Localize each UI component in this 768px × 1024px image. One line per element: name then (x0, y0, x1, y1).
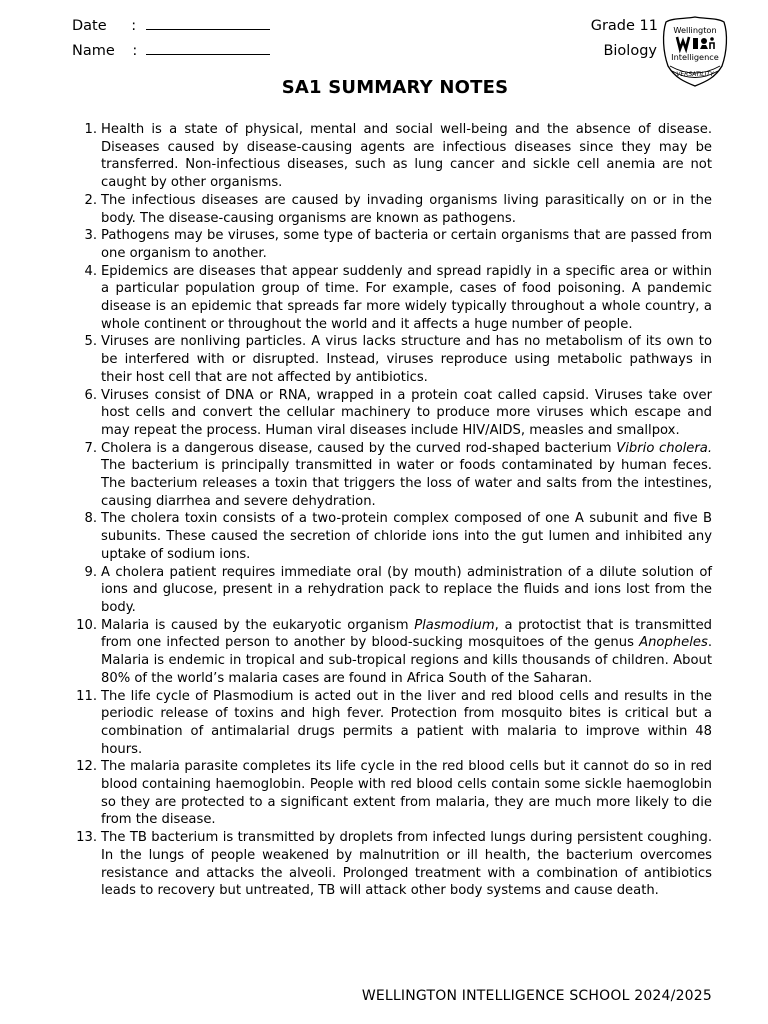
note-text: . Malaria is endemic in tropical and sub-tropical regions and kills thousands of children. About 80% of the world’s malaria cases are found in Africa South of the Saharan. (101, 635, 712, 686)
note-item (76, 688, 712, 759)
note-item (76, 758, 712, 829)
notes-list (76, 121, 712, 900)
note-text: Viruses consist of DNA or RNA, wrapped in a protein coat called capsid. Viruses take over host cells and convert the cellular machinery to produce more viruses which escape and may repeat the process. Human viral diseases include HIV/AIDS, measles and smallpox. (101, 387, 712, 438)
grade-label: Grade 11 (590, 18, 658, 34)
note-text: The cholera toxin consists of a two-protein complex composed of one A subunit and five B subunits. These caused the secretion of chloride ions into the gut lumen and inhibited any uptake of sodium ions. (101, 511, 712, 562)
name-field (72, 42, 270, 60)
note-number: 6. (84, 387, 97, 403)
note-number: 10. (76, 617, 97, 633)
note-text: Epidemics are diseases that appear suddenly and spread rapidly in a specific area or within a particular population group of time. For example, cases of food poisoning. A pandemic disease is an epidemic that spreads far more widely typically throughout a whole country, a whole continent or throughout the world and it affects a huge number of people. (101, 263, 712, 332)
note-number: 1. (84, 122, 97, 137)
note-item (84, 263, 712, 334)
note-item (84, 510, 712, 563)
date-label: Date : (72, 18, 137, 34)
note-number: 13. (76, 830, 97, 846)
footer-school-year: WELLINGTON INTELLIGENCE SCHOOL 2024/2025 (361, 988, 712, 1004)
name-blank-line (146, 42, 270, 55)
note-text: , a protoctist that is transmitted from one infected person to another by blood-sucking mosquitoes of the genus (101, 617, 712, 651)
note-number: 3. (84, 228, 97, 244)
note-item (84, 564, 712, 617)
note-text: The TB bacterium is transmitted by droplets from infected lungs during persistent coughing. In the lungs of people weakened by malnutrition or ill health, the bacterium overcomes resistance and attacks the alveoli. Prolonged treatment with a combination of antibiotics leads to recovery but untreated, TB will attack other body systems and cause death. (101, 830, 712, 899)
note-item (84, 227, 712, 262)
note-number: 8. (84, 511, 97, 527)
note-text: Health is a state of physical, mental and social well-being and the absence of disease. Diseases caused by disease-causing agents are infectious diseases since they may be transferred. Non-infectious diseases, such as lung cancer and sickle cell anemia are not caught by other organisms. (101, 122, 712, 191)
subject-label: Biology (603, 43, 657, 59)
note-item (84, 121, 712, 192)
note-text: A cholera patient requires immediate oral (by mouth) administration of a dilute solution of ions and glucose, present in a rehydration pack to replace the fluids and ions lost from the body. (101, 564, 712, 615)
logo-motto: VERSATILITY (676, 71, 714, 78)
note-number: 7. (84, 440, 97, 456)
date-blank-line (146, 17, 270, 30)
note-item (84, 192, 712, 227)
note-number: 9. (84, 564, 97, 580)
note-number: 12. (76, 759, 97, 775)
note-item (84, 440, 712, 511)
note-number: 11. (76, 688, 97, 704)
logo-text-top: Wellington (673, 25, 717, 35)
note-text: Cholera is a dangerous disease, caused by the curved rod-shaped bacterium (101, 440, 617, 456)
note-text: Viruses are nonliving particles. A virus lacks structure and has no metabolism of its own to be interfered with or disrupted. Instead, viruses reproduce using metabolic pathways in their host cell that are not affected by antibiotics. (101, 334, 712, 385)
note-text: The infectious diseases are caused by invading organisms living parasitically on or in the body. The disease-causing organisms are known as pathogens. (101, 192, 712, 226)
note-italic-term: Plasmodium (414, 617, 495, 633)
note-number: 4. (84, 263, 97, 279)
note-text: Malaria is caused by the eukaryotic organism (101, 617, 415, 633)
date-field (72, 17, 270, 35)
note-text: Pathogens may be viruses, some type of bacteria or certain organisms that are passed from one organism to another. (101, 228, 712, 261)
note-text: The malaria parasite completes its life cycle in the red blood cells but it cannot do so in red blood containing haemoglobin. People with red blood cells contain some sickle haemoglobin so they are protected to a significant extent from malaria, they are much more likely to die from the disease. (101, 759, 712, 828)
name-label: Name : (72, 43, 138, 59)
note-item (84, 333, 712, 386)
note-item (76, 617, 712, 688)
note-text: The bacterium is principally transmitted in water or foods contaminated by human feces. The bacterium releases a toxin that triggers the loss of water and salts from the intestines, causing diarrhea and severe dehydration. (101, 458, 712, 509)
note-italic-term: Anopheles (639, 635, 708, 651)
note-number: 5. (84, 334, 97, 350)
note-italic-term: Vibrio cholera. (616, 440, 712, 456)
note-item (84, 387, 712, 440)
note-number: 2. (84, 192, 97, 208)
page-title: SA1 SUMMARY NOTES (281, 77, 509, 98)
note-text: The life cycle of Plasmodium is acted out in the liver and red blood cells and results in the periodic release of toxins and high fever. Protection from mosquito bites is critical but a combination of antimalarial drugs permits a patient with malaria to improve within 48 hours. (101, 688, 712, 757)
logo-text-bottom: Intelligence (671, 52, 719, 62)
note-item (76, 829, 712, 900)
